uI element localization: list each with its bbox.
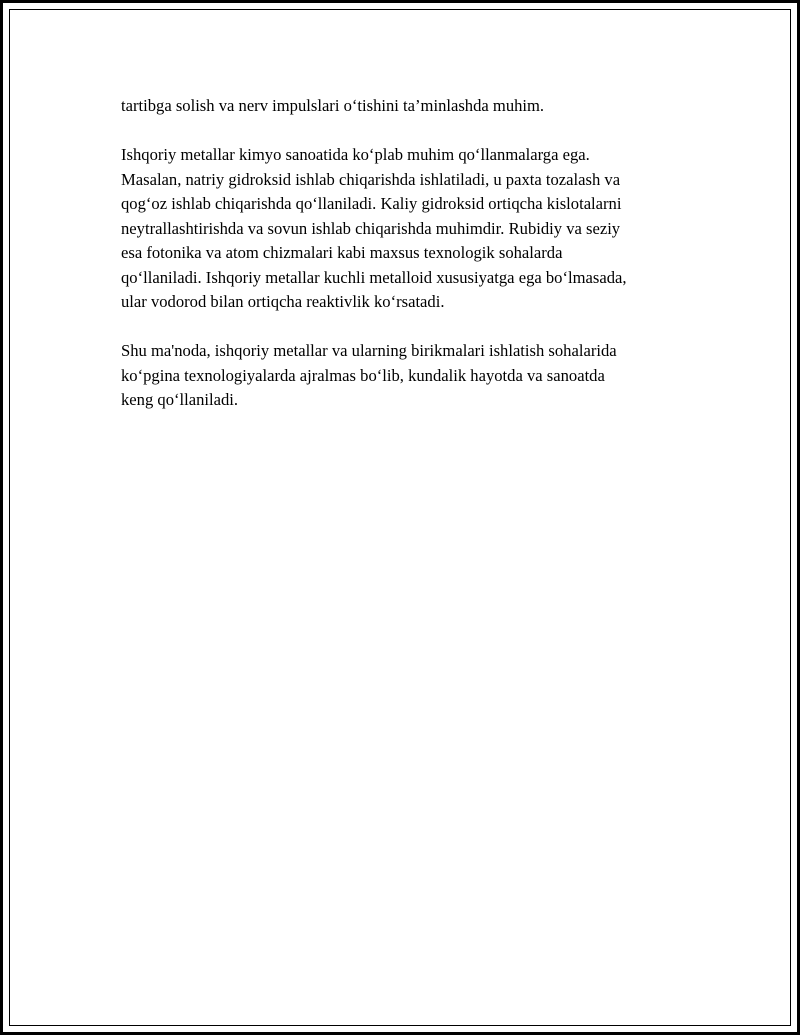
paragraph-1 bbox=[121, 94, 701, 119]
document-body bbox=[121, 94, 701, 437]
paragraph-3 bbox=[121, 339, 701, 413]
text-line: Ishqoriy metallar kimyo sanoatida ko‘plab muhim qo‘llanmalarga ega. bbox=[121, 145, 590, 164]
text-line: qo‘llaniladi. Ishqoriy metallar kuchli metalloid xususiyatga ega bo‘lmasada, bbox=[121, 267, 627, 287]
text-line: keng qo‘llaniladi. bbox=[121, 390, 239, 409]
text-line: qog‘oz ishlab chiqarishda qo‘llaniladi. Kaliy gidroksid ortiqcha kislotalarni bbox=[121, 194, 622, 213]
paragraph-2 bbox=[121, 143, 701, 315]
text-line: tartibga solish va nerv impulslari o‘tishini ta’minlashda muhim. bbox=[121, 96, 545, 115]
text-line: Masalan, natriy gidroksid ishlab chiqarishda ishlatiladi, u paxta tozalash va bbox=[121, 169, 621, 189]
text-line: Shu ma'noda, ishqoriy metallar va ularning birikmalari ishlatish sohalarida bbox=[121, 341, 617, 360]
text-line: ular vodorod bilan ortiqcha reaktivlik ko‘rsatadi. bbox=[121, 292, 445, 311]
text-line: neytrallashtirishda va sovun ishlab chiqarishda muhimdir. Rubidiy va seziy bbox=[121, 218, 621, 238]
text-line: ko‘pgina texnologiyalarda ajralmas bo‘lib, kundalik hayotda va sanoatda bbox=[121, 365, 605, 385]
text-line: esa fotonika va atom chizmalari kabi maxsus texnologik sohalarda bbox=[121, 243, 563, 262]
